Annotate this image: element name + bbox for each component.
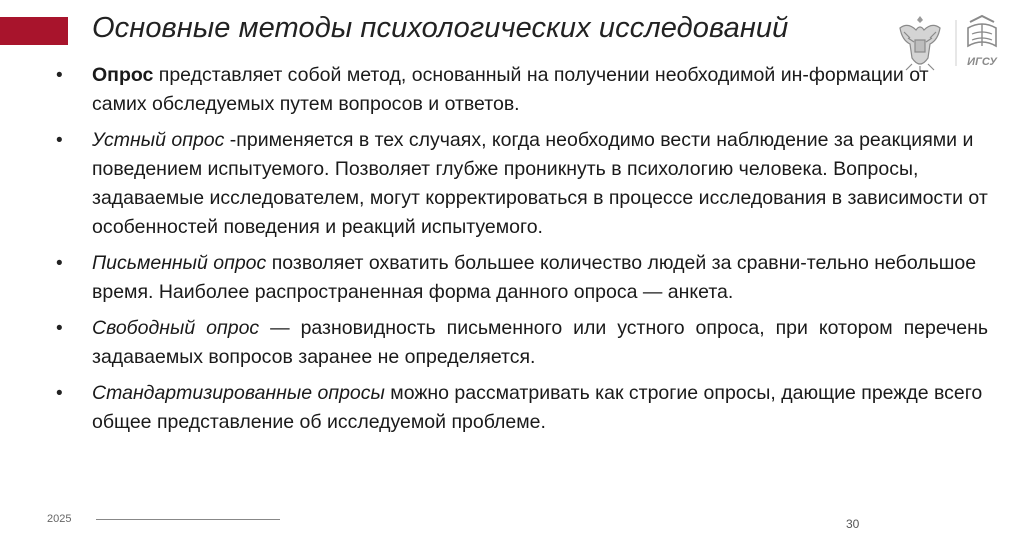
footer-year: 2025 (47, 513, 72, 525)
bullet-item-oral-survey (48, 126, 988, 242)
item-text: можно рассматривать как строгие опросы, дающие прежде всего общее представление об исследуемой проблеме. (92, 382, 983, 433)
item-term: Опрос (92, 64, 154, 86)
bullet-item-written-survey (48, 249, 988, 307)
item-text: -применяется в тех случаях, когда необходимо вести наблюдение за реакциями и поведением испытуемого. Позволяет глубже проникнуть в психологию человека. Вопросы, задаваемые исследователем, могут корректироваться в процессе исследования в зависимости от особенностей поведения и реакций испытуемого. (92, 129, 988, 238)
bullet-list (48, 61, 988, 444)
item-term: Стандартизированные опросы (92, 382, 385, 404)
bullet-marker: • (56, 130, 63, 151)
bullet-item-free-survey (48, 314, 988, 372)
bullet-item-survey (48, 61, 988, 119)
page-number: 30 (846, 517, 860, 531)
item-term: Свободный опрос (92, 317, 260, 339)
bullet-marker: • (56, 318, 63, 339)
bullet-item-standardized-survey (48, 379, 988, 437)
title-accent-bar (0, 17, 68, 45)
igsu-logo-icon (968, 16, 996, 46)
item-text: представляет собой метод, основанный на получении необходимой ин-формации от самих обследуемых путем вопросов и ответов. (92, 64, 929, 115)
footer-divider (96, 519, 280, 520)
item-text: позволяет охватить большее количество людей за сравни-тельно небольшое время. Наиболее распространенная форма данного опроса — анкета. (92, 252, 977, 303)
bullet-marker: • (56, 253, 63, 274)
item-term: Письменный опрос (92, 252, 267, 274)
logo-text: ИГСУ (967, 56, 997, 68)
bullet-marker: • (56, 65, 63, 86)
slide-title: Основные методы психологических исследований (92, 12, 789, 44)
item-term: Устный опрос (92, 129, 225, 151)
item-text: — разновидность письменного или устного опроса, при котором перечень задаваемых вопросов заранее не определяется. (92, 317, 988, 368)
bullet-marker: • (56, 383, 63, 404)
